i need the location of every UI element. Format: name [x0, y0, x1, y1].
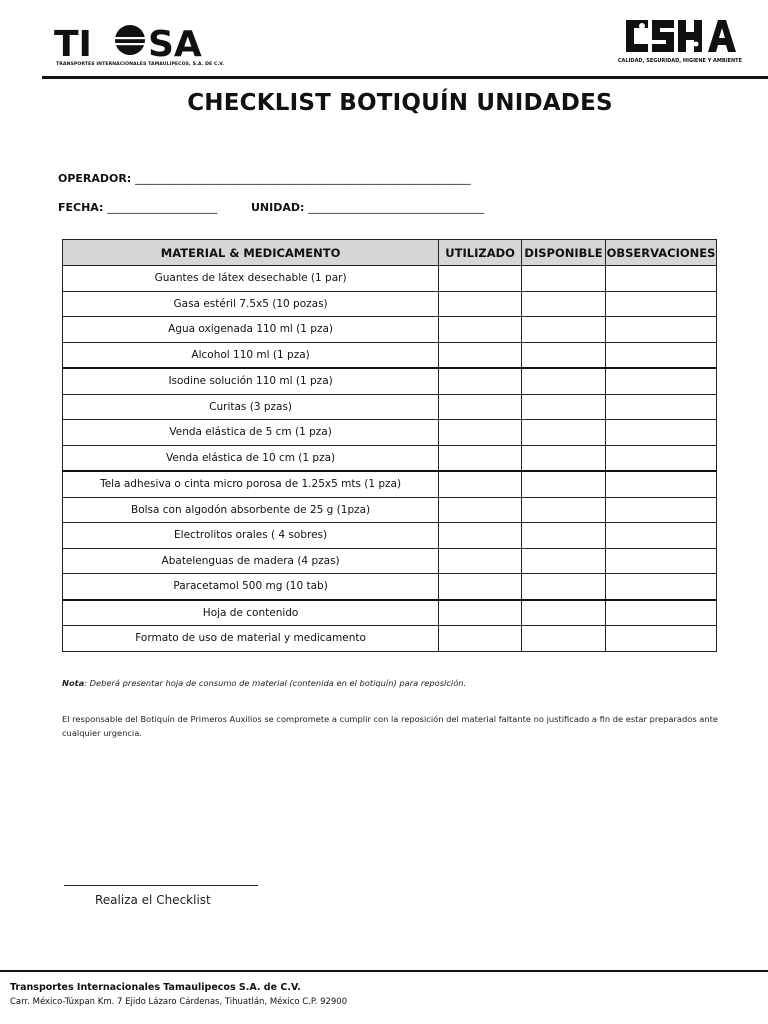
- svg-text:TI: TI: [54, 24, 92, 64]
- utilizado-cell[interactable]: [439, 523, 522, 549]
- unidad-field[interactable]: [251, 201, 484, 214]
- material-cell: Tela adhesiva o cinta micro porosa de 1.25x5 mts (1 pza): [63, 471, 439, 497]
- utilizado-cell[interactable]: [439, 368, 522, 394]
- observaciones-cell[interactable]: [605, 394, 716, 420]
- fecha-field[interactable]: [58, 201, 217, 214]
- note-text: : Deberá presentar hoja de consumo de material (contenida en el botiquín) para reposición.: [84, 678, 467, 688]
- csha-logo: [616, 14, 746, 70]
- material-cell: Isodine solución 110 ml (1 pza): [63, 368, 439, 394]
- disponible-cell[interactable]: [522, 600, 606, 626]
- utilizado-cell[interactable]: [439, 445, 522, 471]
- note-label: Nota: [62, 678, 85, 688]
- checklist-table: [62, 239, 717, 652]
- material-cell: Bolsa con algodón absorbente de 25 g (1pza): [63, 497, 439, 523]
- utilizado-cell[interactable]: [439, 394, 522, 420]
- material-cell: Curitas (3 pzas): [63, 394, 439, 420]
- footer-company: Transportes Internacionales Tamaulipecos S.A. de C.V.: [10, 982, 301, 993]
- fecha-blank[interactable]: ____________________: [107, 201, 218, 214]
- observaciones-cell[interactable]: [605, 420, 716, 446]
- svg-text:SA: SA: [148, 24, 202, 64]
- titsa-logo: [52, 18, 225, 70]
- observaciones-cell[interactable]: [605, 291, 716, 317]
- fecha-label: FECHA:: [58, 201, 104, 214]
- header-utilizado: UTILIZADO: [439, 240, 522, 266]
- material-cell: Abatelenguas de madera (4 pzas): [63, 548, 439, 574]
- material-cell: Venda elástica de 10 cm (1 pza): [63, 445, 439, 471]
- utilizado-cell[interactable]: [439, 291, 522, 317]
- document-title: CHECKLIST BOTIQUÍN UNIDADES: [187, 90, 613, 116]
- signature-line[interactable]: [64, 885, 258, 886]
- observaciones-cell[interactable]: [605, 317, 716, 343]
- disponible-cell[interactable]: [522, 548, 606, 574]
- observaciones-cell[interactable]: [605, 471, 716, 497]
- table-header-row: [63, 240, 717, 266]
- disponible-cell[interactable]: [522, 626, 606, 652]
- observaciones-cell[interactable]: [605, 368, 716, 394]
- header-material: MATERIAL & MEDICAMENTO: [63, 240, 439, 266]
- material-cell: Formato de uso de material y medicamento: [63, 626, 439, 652]
- signature-label: Realiza el Checklist: [95, 893, 211, 907]
- material-cell: Electrolitos orales ( 4 sobres): [63, 523, 439, 549]
- observaciones-cell[interactable]: [605, 497, 716, 523]
- note: [62, 678, 466, 688]
- material-cell: Paracetamol 500 mg (10 tab): [63, 574, 439, 600]
- utilizado-cell[interactable]: [439, 600, 522, 626]
- header-divider: [42, 76, 768, 79]
- footer-divider: [0, 970, 768, 972]
- observaciones-cell[interactable]: [605, 600, 716, 626]
- utilizado-cell[interactable]: [439, 548, 522, 574]
- operador-field[interactable]: [58, 172, 471, 185]
- table-row: [63, 574, 717, 600]
- material-cell: Gasa estéril 7.5x5 (10 pozas): [63, 291, 439, 317]
- material-cell: Guantes de látex desechable (1 par): [63, 266, 439, 292]
- disponible-cell[interactable]: [522, 420, 606, 446]
- disponible-cell[interactable]: [522, 291, 606, 317]
- disponible-cell[interactable]: [522, 266, 606, 292]
- utilizado-cell[interactable]: [439, 497, 522, 523]
- table-row: [63, 291, 717, 317]
- unidad-label: UNIDAD:: [251, 201, 305, 214]
- table-row: [63, 317, 717, 343]
- observaciones-cell[interactable]: [605, 445, 716, 471]
- titsa-tagline: TRANSPORTES INTERNACIONALES TAMAULIPECOS, S.A. DE C.V.: [56, 62, 225, 67]
- table-row: [63, 445, 717, 471]
- table-row: [63, 394, 717, 420]
- utilizado-cell[interactable]: [439, 266, 522, 292]
- observaciones-cell[interactable]: [605, 548, 716, 574]
- header-disponible: DISPONIBLE: [522, 240, 606, 266]
- material-cell: Agua oxigenada 110 ml (1 pza): [63, 317, 439, 343]
- unidad-blank[interactable]: ________________________________: [308, 201, 485, 214]
- utilizado-cell[interactable]: [439, 420, 522, 446]
- disponible-cell[interactable]: [522, 342, 606, 368]
- observaciones-cell[interactable]: [605, 266, 716, 292]
- utilizado-cell[interactable]: [439, 317, 522, 343]
- table-row: [63, 497, 717, 523]
- responsibility-statement: El responsable del Botiquín de Primeros Auxilios se compromete a cumplir con la reposición del material faltante no justificado a fin de estar preparados ante cualquier urgencia.: [62, 714, 719, 738]
- disponible-cell[interactable]: [522, 445, 606, 471]
- table-row: [63, 266, 717, 292]
- disponible-cell[interactable]: [522, 317, 606, 343]
- material-cell: Hoja de contenido: [63, 600, 439, 626]
- csha-logo-mark: [616, 14, 746, 58]
- disponible-cell[interactable]: [522, 368, 606, 394]
- utilizado-cell[interactable]: [439, 471, 522, 497]
- disponible-cell[interactable]: [522, 574, 606, 600]
- disponible-cell[interactable]: [522, 471, 606, 497]
- observaciones-cell[interactable]: [605, 626, 716, 652]
- observaciones-cell[interactable]: [605, 342, 716, 368]
- observaciones-cell[interactable]: [605, 574, 716, 600]
- table-row: [63, 523, 717, 549]
- operador-label: OPERADOR:: [58, 172, 132, 185]
- table-row: [63, 342, 717, 368]
- material-cell: Venda elástica de 5 cm (1 pza): [63, 420, 439, 446]
- disponible-cell[interactable]: [522, 497, 606, 523]
- csha-tagline: CALIDAD, SEGURIDAD, HIGIENE Y AMBIENTE: [617, 58, 742, 64]
- utilizado-cell[interactable]: [439, 342, 522, 368]
- disponible-cell[interactable]: [522, 394, 606, 420]
- table-row: [63, 626, 717, 652]
- table-row: [63, 548, 717, 574]
- titsa-logo-mark: [52, 18, 202, 64]
- material-cell: Alcohol 110 ml (1 pza): [63, 342, 439, 368]
- utilizado-cell[interactable]: [439, 574, 522, 600]
- table-row: [63, 471, 717, 497]
- disponible-cell[interactable]: [522, 523, 606, 549]
- footer-address: Carr. México-Túxpan Km. 7 Ejido Lázaro Cárdenas, Tihuatlán, México C.P. 92900: [10, 997, 348, 1007]
- table-row: [63, 600, 717, 626]
- observaciones-cell[interactable]: [605, 523, 716, 549]
- operador-blank[interactable]: _____________________________________________________________: [135, 172, 471, 185]
- header-observaciones: OBSERVACIONES: [605, 240, 716, 266]
- table-row: [63, 420, 717, 446]
- utilizado-cell[interactable]: [439, 626, 522, 652]
- table-row: [63, 368, 717, 394]
